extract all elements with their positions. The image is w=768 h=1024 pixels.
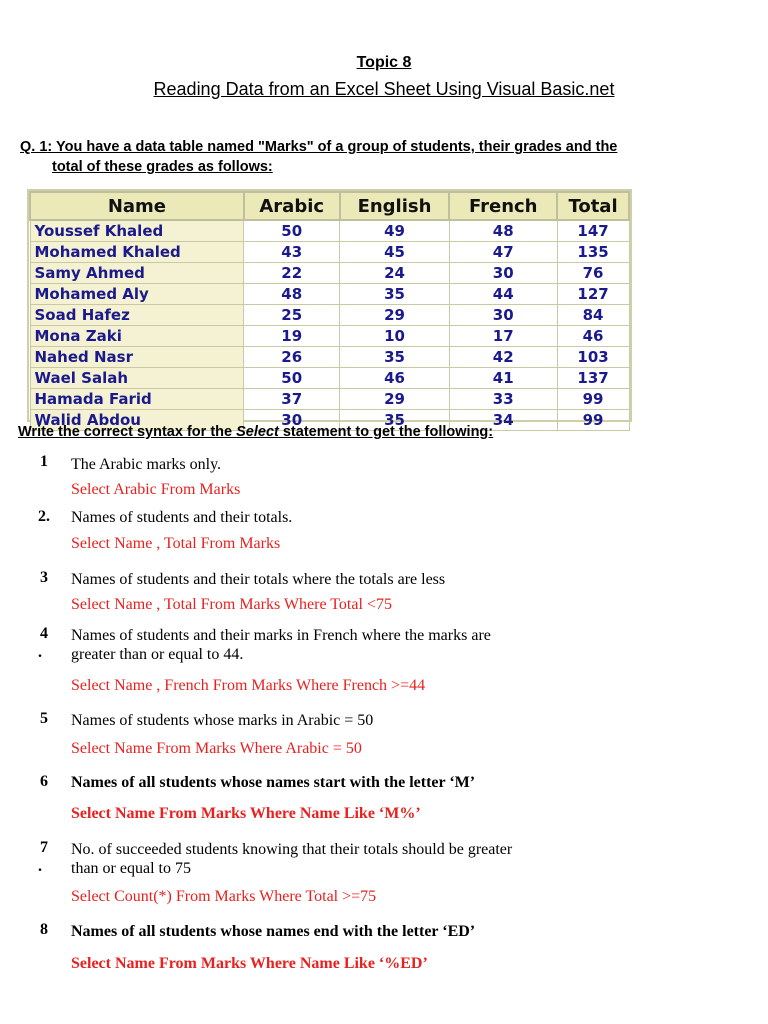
cell-total: 137	[557, 368, 629, 389]
marks-table-container	[27, 189, 632, 429]
topic-heading: Topic 8	[356, 54, 412, 71]
cell-french: 34	[449, 410, 557, 431]
cell-total: 46	[557, 326, 629, 347]
cell-french: 48	[449, 220, 557, 242]
item-number: 8	[40, 921, 48, 938]
item-number-dot: .	[38, 644, 42, 661]
table-row	[30, 284, 629, 305]
cell-total: 76	[557, 263, 629, 284]
cell-name: Wael Salah	[30, 368, 244, 389]
cell-name: Mona Zaki	[30, 326, 244, 347]
item-answer: Select Arabic From Marks	[71, 481, 241, 498]
item-number-dot: .	[38, 858, 42, 875]
item-question: The Arabic marks only.	[71, 456, 222, 473]
cell-english: 24	[340, 263, 450, 284]
item-question: Names of all students whose names start with the letter ‘M’	[71, 774, 476, 791]
table-row	[30, 220, 629, 242]
page-title: Reading Data from an Excel Sheet Using Visual Basic.net	[153, 79, 615, 99]
cell-name: Samy Ahmed	[30, 263, 244, 284]
table-row	[30, 326, 629, 347]
item-answer: Select Name From Marks Where Name Like ‘%ED’	[71, 955, 428, 972]
instruction-before: Write the correct syntax for the	[18, 424, 237, 440]
cell-english: 29	[340, 389, 450, 410]
cell-english: 35	[340, 284, 450, 305]
cell-name: Soad Hafez	[30, 305, 244, 326]
cell-english: 35	[340, 347, 450, 368]
cell-name: Walid Abdou	[30, 410, 244, 431]
table-row	[30, 263, 629, 284]
cell-french: 30	[449, 305, 557, 326]
item-number: 3	[40, 569, 48, 586]
cell-french: 44	[449, 284, 557, 305]
instruction-line	[18, 424, 493, 440]
table-header-row	[30, 192, 629, 220]
item-answer: Select Name From Marks Where Arabic = 50	[71, 740, 362, 757]
cell-total: 99	[557, 410, 629, 431]
item-question: Names of students and their marks in French where the marks are greater than or equal to 44.	[71, 627, 491, 663]
item-answer: Select Name From Marks Where Name Like ‘M%’	[71, 805, 421, 822]
cell-french: 30	[449, 263, 557, 284]
header-total: Total	[557, 192, 629, 220]
cell-french: 41	[449, 368, 557, 389]
cell-name: Nahed Nasr	[30, 347, 244, 368]
cell-arabic: 30	[244, 410, 340, 431]
cell-english: 10	[340, 326, 450, 347]
cell-total: 103	[557, 347, 629, 368]
cell-french: 33	[449, 389, 557, 410]
cell-arabic: 43	[244, 242, 340, 263]
table-row	[30, 389, 629, 410]
cell-arabic: 25	[244, 305, 340, 326]
header-french: French	[449, 192, 557, 220]
cell-arabic: 37	[244, 389, 340, 410]
cell-arabic: 22	[244, 263, 340, 284]
item-question: Names of all students whose names end with the letter ‘ED’	[71, 923, 476, 940]
item-number: 1	[40, 453, 48, 470]
item-question: Names of students and their totals.	[71, 509, 293, 526]
item-answer: Select Count(*) From Marks Where Total >=75	[71, 888, 377, 905]
cell-arabic: 19	[244, 326, 340, 347]
instruction-emphasis: Select	[236, 424, 279, 440]
cell-total: 147	[557, 220, 629, 242]
table-row	[30, 242, 629, 263]
cell-name: Youssef Khaled	[30, 220, 244, 242]
item-number: 7	[40, 839, 48, 856]
item-answer: Select Name , French From Marks Where French >=44	[71, 677, 426, 694]
question-intro	[20, 137, 680, 177]
cell-english: 29	[340, 305, 450, 326]
cell-arabic: 50	[244, 368, 340, 389]
item-number: 2.	[38, 508, 50, 525]
question-text-line2: total of these grades as follows:	[52, 159, 273, 175]
cell-arabic: 48	[244, 284, 340, 305]
item-answer: Select Name , Total From Marks	[71, 535, 281, 552]
instruction-after: statement to get the following:	[278, 424, 494, 440]
cell-name: Mohamed Aly	[30, 284, 244, 305]
cell-name: Mohamed Khaled	[30, 242, 244, 263]
table-row	[30, 347, 629, 368]
item-question: No. of succeeded students knowing that their totals should be greater than or equal to 75	[71, 841, 513, 877]
cell-name: Hamada Farid	[30, 389, 244, 410]
cell-arabic: 26	[244, 347, 340, 368]
header-arabic: Arabic	[244, 192, 340, 220]
header-name: Name	[30, 192, 244, 220]
cell-total: 99	[557, 389, 629, 410]
cell-french: 42	[449, 347, 557, 368]
cell-french: 47	[449, 242, 557, 263]
cell-english: 46	[340, 368, 450, 389]
question-text-line1: : You have a data table named "Marks" of a group of students, their grades and the	[47, 139, 618, 155]
question-number: Q. 1	[20, 139, 48, 155]
item-question: Names of students and their totals where the totals are less	[71, 571, 446, 588]
cell-total: 135	[557, 242, 629, 263]
header-english: English	[340, 192, 450, 220]
table-row	[30, 368, 629, 389]
cell-english: 35	[340, 410, 450, 431]
item-question: Names of students whose marks in Arabic = 50	[71, 712, 374, 729]
item-answer: Select Name , Total From Marks Where Total <75	[71, 596, 392, 613]
item-number: 5	[40, 710, 48, 727]
cell-total: 84	[557, 305, 629, 326]
cell-french: 17	[449, 326, 557, 347]
cell-english: 49	[340, 220, 450, 242]
cell-total: 127	[557, 284, 629, 305]
table-row	[30, 305, 629, 326]
marks-table	[29, 191, 630, 431]
cell-english: 45	[340, 242, 450, 263]
item-number: 4	[40, 625, 48, 642]
item-number: 6	[40, 773, 48, 790]
cell-arabic: 50	[244, 220, 340, 242]
